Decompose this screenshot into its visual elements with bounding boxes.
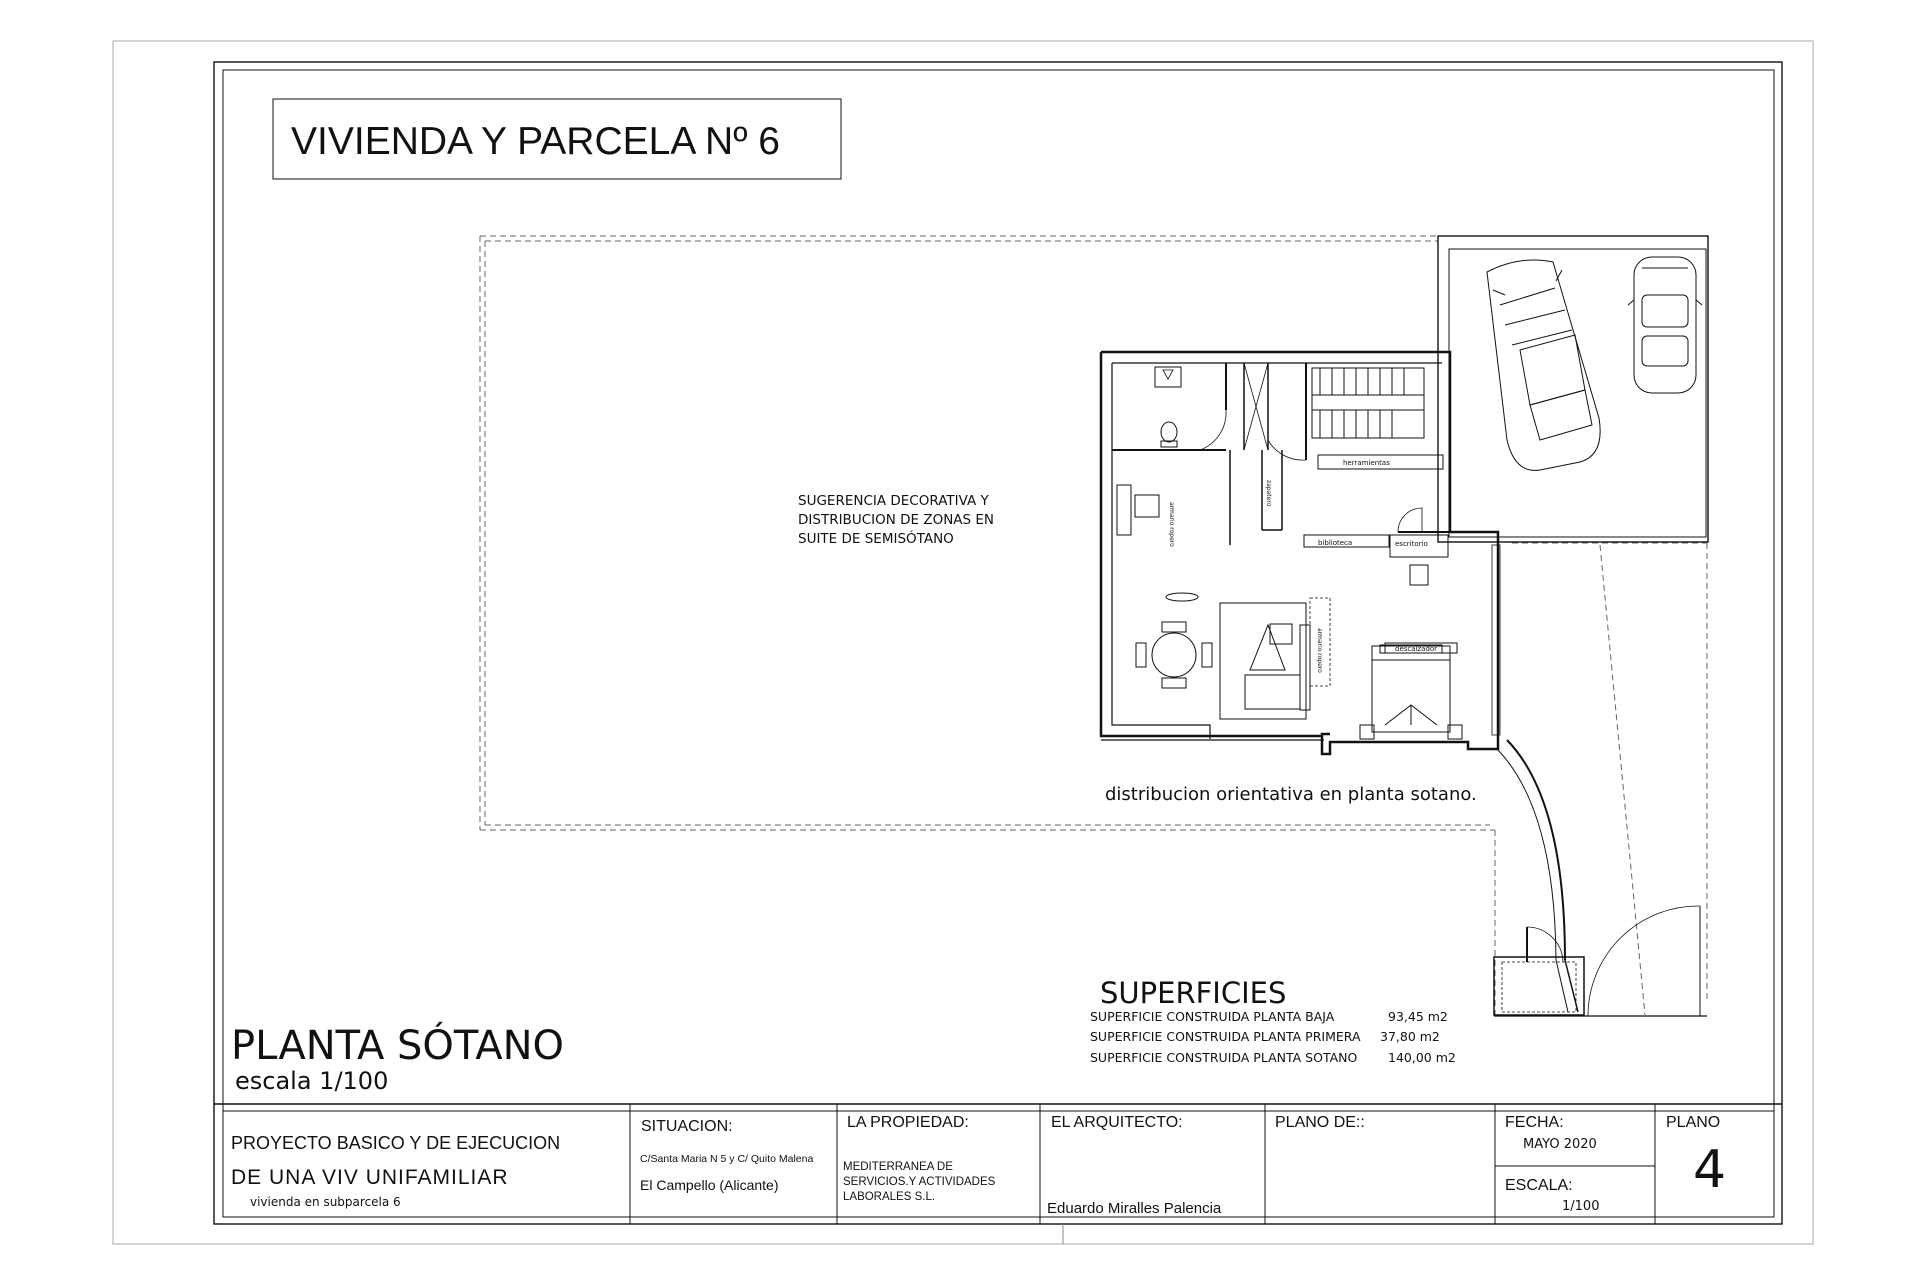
arquitecto-name: Eduardo Miralles Palencia: [1047, 1200, 1222, 1217]
plan-scale: escala 1/100: [235, 1067, 389, 1095]
plan-note-line-2: DISTRIBUCION DE ZONAS EN: [798, 512, 995, 528]
garage: [1438, 236, 1708, 542]
superficie-value-primera: 37,80 m2: [1380, 1029, 1440, 1044]
room-labels: [1168, 459, 1437, 673]
plan-note: [798, 493, 994, 547]
escala-value: 1/100: [1562, 1199, 1600, 1214]
bed: [1360, 645, 1462, 739]
plot-outline: [480, 236, 1707, 1020]
plan-note-line-3: SUITE DE SEMISÓTANO: [798, 531, 954, 547]
superficie-value-baja: 93,45 m2: [1388, 1009, 1448, 1024]
situacion-line-2: El Campello (Alicante): [640, 1177, 779, 1193]
label-herramientas: herramientas: [1343, 459, 1390, 467]
escala-label: ESCALA:: [1505, 1177, 1573, 1194]
propiedad-line-3: LABORALES S.L.: [843, 1191, 936, 1203]
situacion-label: SITUACION:: [641, 1118, 733, 1135]
sheet-title: VIVIENDA Y PARCELA Nº 6: [291, 120, 780, 163]
superficie-value-sotano: 140,00 m2: [1388, 1050, 1456, 1065]
dining-table: [1136, 622, 1212, 688]
project-line-1: PROYECTO BASICO Y DE EJECUCION: [231, 1133, 561, 1153]
plano-label: PLANO: [1666, 1114, 1721, 1131]
label-descalzador: descalzador: [1395, 645, 1438, 653]
superficie-label-primera: SUPERFICIE CONSTRUIDA PLANTA PRIMERA: [1090, 1029, 1361, 1044]
superficies-table: [1090, 976, 1456, 1065]
plan-title: PLANTA SÓTANO: [231, 1023, 564, 1069]
plan-note-line-1: SUGERENCIA DECORATIVA Y: [798, 493, 989, 509]
label-biblioteca: biblioteca: [1318, 539, 1353, 547]
project-line-3: vivienda en subparcela 6: [250, 1195, 401, 1209]
car-icon: [1487, 260, 1600, 470]
plano-number: 4: [1693, 1140, 1727, 1200]
label-armario-1: armario ropero: [1168, 502, 1175, 547]
superficies-heading: SUPERFICIES: [1100, 976, 1287, 1010]
project-line-2: DE UNA VIV UNIFAMILIAR: [231, 1166, 509, 1189]
car-icon-small: [1628, 257, 1702, 393]
sheet-title-box: [273, 99, 841, 179]
orientative-note: distribucion orientativa en planta sotano.: [1105, 784, 1477, 805]
fecha-value: MAYO 2020: [1523, 1137, 1597, 1152]
propiedad-line-1: MEDITERRANEA DE: [843, 1161, 953, 1173]
plano-de-label: PLANO DE::: [1275, 1114, 1365, 1131]
house-plan: [1101, 352, 1707, 1016]
arquitecto-label: EL ARQUITECTO:: [1051, 1114, 1183, 1131]
superficie-label-sotano: SUPERFICIE CONSTRUIDA PLANTA SOTANO: [1090, 1050, 1358, 1065]
fecha-label: FECHA:: [1505, 1114, 1564, 1131]
propiedad-line-2: SERVICIOS.Y ACTIVIDADES: [843, 1176, 996, 1188]
propiedad-label: LA PROPIEDAD:: [847, 1114, 969, 1131]
stairs: [1312, 368, 1424, 438]
label-armario-2: zapatero: [1265, 480, 1272, 507]
superficie-label-baja: SUPERFICIE CONSTRUIDA PLANTA BAJA: [1090, 1009, 1335, 1024]
label-armario-3: armario ropero: [1316, 628, 1323, 673]
label-escritorio: escritorio: [1395, 540, 1428, 548]
situacion-line-1: C/Santa Maria N 5 y C/ Quito Malena: [640, 1153, 814, 1165]
